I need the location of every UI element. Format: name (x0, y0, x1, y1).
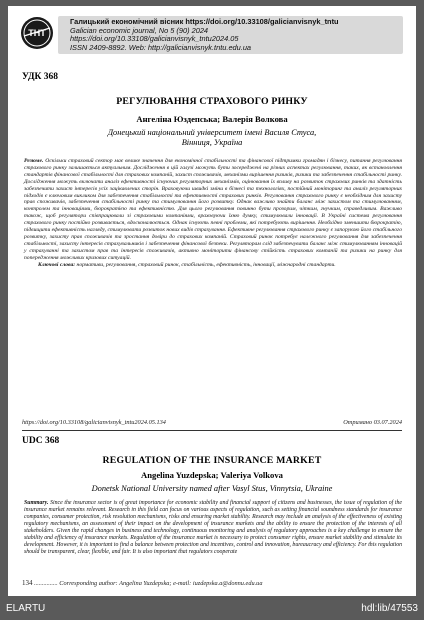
en-authors: Angelina Yuzdepska; Valeriya Volkova (141, 470, 283, 480)
section-divider (22, 430, 402, 431)
header-line-2: Galician economic journal, No 5 (90) 2024 (70, 25, 209, 35)
logo-text: ТНТ (28, 28, 46, 38)
ua-abstract (24, 158, 402, 269)
corresponding-author: Corresponding author: Angelina Yuzdepska; e-mail: iuzdepska.a@donnu.edu.ua (59, 580, 263, 587)
header-line-1: Галицький економічний вісник https://doi.org/10.33108/galicianvisnyk_tntu (70, 17, 339, 26)
journal-header (18, 14, 408, 60)
page-number: 134 (22, 579, 33, 587)
viewer-bottom-bar (0, 598, 424, 620)
ua-keywords-label: Ключові слова: (38, 261, 76, 268)
header-line-3: https://doi.org/10.33108/galicianvisnyk_tntu2024.05 (70, 34, 239, 44)
ua-abstract-label: Резюме. (24, 158, 44, 164)
repository-name: ELARTU (6, 603, 46, 614)
document-page (8, 6, 416, 596)
page-footer: 134 ............... Corresponding author: Angelina Yuzdepska; e-mail: iuzdepska.a@donnu.edu.ua (22, 579, 263, 587)
ua-affiliation-line-1: Донецький національний університет імені Василя Стуса, (107, 128, 317, 137)
ua-keywords-text: нормативи, регулювання, страховий ринок, стабільність, ефективність, інновації, міжнародні стандарти. (76, 261, 336, 268)
ua-title: РЕГУЛЮВАННЯ СТРАХОВОГО РИНКУ (116, 96, 308, 107)
en-udc: UDC 368 (22, 436, 60, 446)
ua-abstract-text: Оскільки страховий сектор має велике значення для економічної стабільності та фінансової підтримки громадян і бізнесу, питання регулювання страхового ринку залишається актуальним. Дослідження в цій галузі можуть бути зосереджені на різних аспектах регулювання, таких, як встановлення стандартів фінансової стабільності для страхових компаній, захист споживачів, механізми вирішення ризиків, ризики та забезпечення стабільності ринку. Дослідження можуть включати аналіз ефективності існуючих регуляторних механізмів, оцінювання їх впливу на розвиток страхових ринків та здатність забезпечити захист інтересів усіх зацікавлених сторін. Враховуючи швидкі зміни в бізнесі та технологіях, постійний моніторинг та аналіз регуляторних підходів є ключовим викликом для забезпечення стабільності та ефективності страхових ринків. Регулювання страхового ринку є необхідним для захисту прав споживачів, забезпечення стабільності ринку та стимулювання його розвитку. Однак важливо знайти баланс між захистом та стимулюванням, контролем та інноваціями, бюрократією та ефективністю. Для цього регулювання повинно бути прозорим, чітким, гнучким, справедливим. Важливо також, щоб регулятори співпрацювали зі страховими компаніями, враховуючи їхню думку, стимулювали інновації. В Україні система регулювання страхового ринку постійно розвивається, вдосконалюється. Однак існують певні проблеми, які потребують вирішення. Необхідно зменшити бюрократію, підвищити ефективність нагляду, стимулювати розвиток нових видів страхування. Ефективне регулювання страхового ринку є запорукою його стабільного розвитку, захисту прав споживачів та зростання довіри до страхових компаній. Страховий ринок потребує належного регулювання для забезпечення стабільності, захисту інтересів страхувальників і забезпечення фінансової безпеки. Регуляторам слід забезпечувати баланс між стимулюванням інновацій у страхуванні та захистом прав та інтересів споживачів, активно моніторити фінансову стійкість страхових компаній та ризики на ринку для попередження можливих кризових ситуацій. (24, 158, 402, 261)
en-title: REGULATION OF THE INSURANCE MARKET (102, 455, 322, 466)
ua-authors: Ангеліна Юздепська; Валерія Волкова (136, 114, 288, 124)
header-line-4: ISSN 2409-8892. Web: http://galicianvisnyk.tntu.edu.ua (70, 42, 252, 52)
doi-row (22, 419, 402, 426)
article-doi-link[interactable]: https://doi.org/10.33108/galicianvisnyk_tntu2024.05.134 (22, 419, 166, 426)
header-lines (70, 18, 400, 52)
en-abstract (24, 500, 402, 556)
ua-affiliation-line-2: Вінниця, Україна (181, 138, 243, 147)
en-abstract-text: Since the insurance sector is of great importance for economic stability and financial support of citizens and businesses, the issue of regulation of the insurance market remains relevant. Research in this field can focus on various aspects of regulation, such as setting financial soundness standards for insurance companies, consumer protection, risk resolution mechanisms, risks and ensuring market stability. Research may include an analysis of the effectiveness of existing regulatory mechanisms, an assessment of their impact on the development of insurance markets and the ability to ensure the protection of the interests of all stakeholders. Given the rapid changes in business and technology, continuous monitoring and analysis of regulatory approaches is a key challenge to ensure the stability and efficiency of insurance markets. Regulation of the insurance market is necessary to protect consumer rights, ensure market stability and stimulate its development. However, it is important to find a balance between protection and incentives, control and innovation, bureaucracy and efficiency. For this regulation should be transparent, clear, flexible, and fair. It is also important that regulators cooperate (24, 500, 403, 555)
ua-udc: УДК 368 (22, 72, 59, 82)
en-affiliation: Donetsk National University named after Vasyl Stus, Vinnytsia, Ukraine (91, 484, 333, 493)
journal-logo (20, 16, 54, 50)
ua-affiliation (8, 128, 416, 148)
received-date: Отримано 03.07.2024 (343, 419, 402, 426)
en-abstract-label: Summary. (24, 500, 49, 506)
handle-id: hdl:lib/47553 (361, 603, 418, 614)
